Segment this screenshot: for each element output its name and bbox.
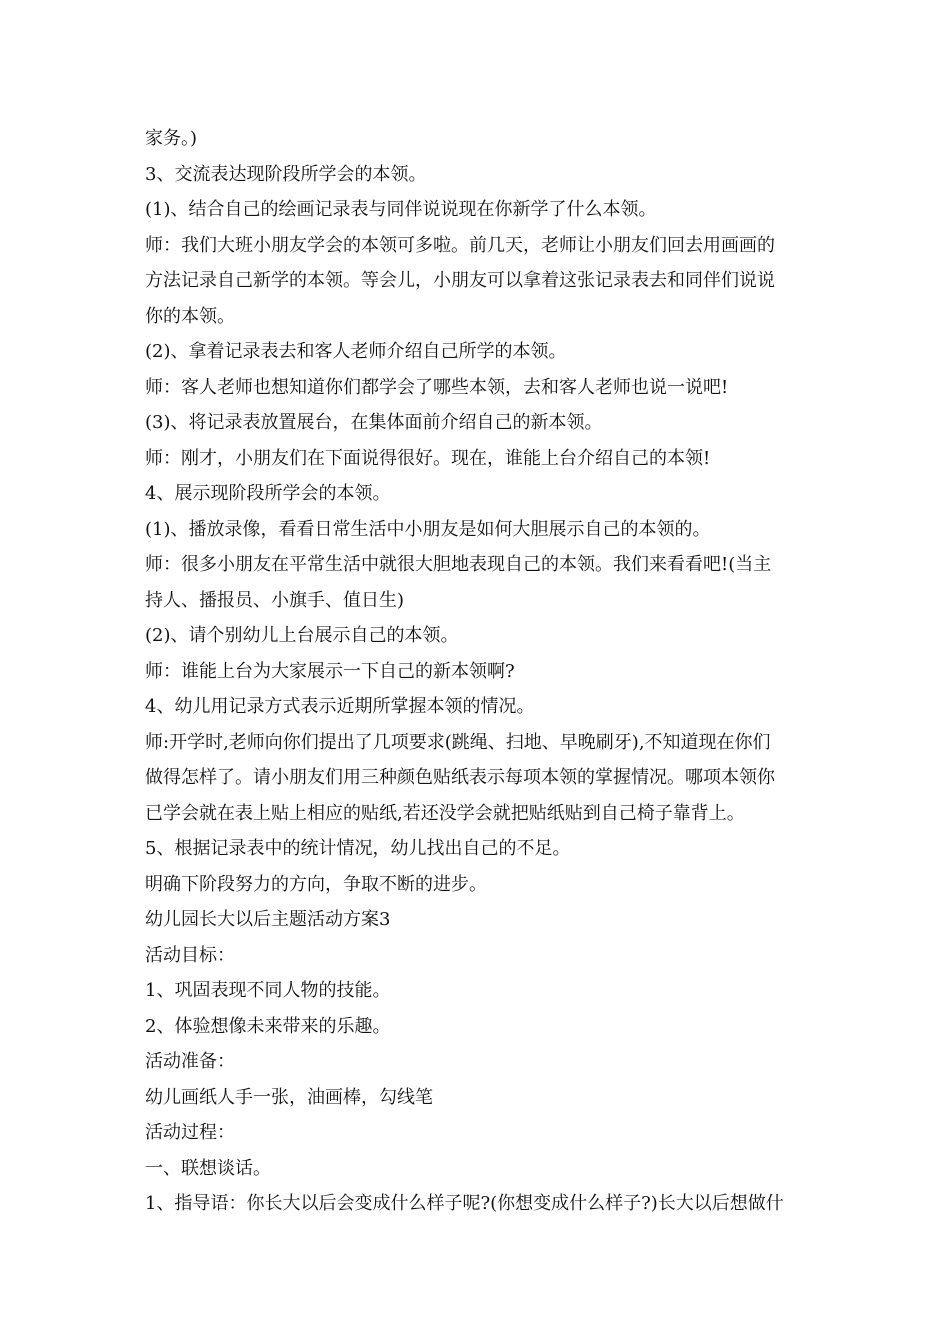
text-line: (1)、结合自己的绘画记录表与同伴说说现在你新学了什么本领。 (145, 199, 657, 220)
section-label: 活动准备： (145, 1051, 235, 1072)
text-line: 3、交流表达现阶段所学会的本领。 (145, 163, 427, 185)
section-heading: 4、展示现阶段所学会的本领。 (145, 483, 391, 504)
text-line: 师：很多小朋友在平常生活中就很大胆地表现自己的本领。我们来看看吧!(当主 (145, 554, 772, 575)
section-label: 活动过程： (145, 1122, 235, 1143)
section-label: 活动目标： (145, 944, 235, 966)
text-line: 你的本领。 (145, 305, 235, 327)
text-line: 师：我们大班小朋友学会的本领可多啦。前几天，老师让小朋友们回去用画画的 (145, 234, 775, 256)
text-line: (3)、将记录表放置展台，在集体面前介绍自己的新本领。 (145, 412, 603, 433)
section-heading: 5、根据记录表中的统计情况，幼儿找出自己的不足。 (145, 838, 571, 859)
text-line: (2)、请个别幼儿上台展示自己的本领。 (145, 625, 459, 646)
text-line: 师:开学时,老师向你们提出了几项要求(跳绳、扫地、早晚刷牙),不知道现在你们 (145, 731, 771, 753)
text-line: 师：客人老师也想知道你们都学会了哪些本领，去和客人老师也说一说吧! (145, 376, 729, 398)
text-line: 幼儿画纸人手一张，油画棒，勾线笔 (145, 1086, 433, 1108)
section-heading: 4、幼儿用记录方式表示近期所掌握本领的情况。 (145, 696, 535, 717)
text-line: (2)、拿着记录表去和客人老师介绍自己所学的本领。 (145, 341, 567, 362)
section-heading: 一、联想谈话。 (145, 1157, 271, 1179)
text-line: (1)、播放录像，看看日常生活中小朋友是如何大胆展示自己的本领的。 (145, 518, 711, 540)
text-line: 师：刚才，小朋友们在下面说得很好。现在，谁能上台介绍自己的本领! (145, 447, 711, 469)
text-line: 明确下阶段努力的方向，争取不断的进步。 (145, 873, 487, 895)
text-line: 持人、播报员、小旗手、值日生) (145, 589, 405, 611)
text-line: 已学会就在表上贴上相应的贴纸,若还没学会就把贴纸贴到自己椅子靠背上。 (145, 802, 745, 824)
document-body (145, 121, 815, 1222)
text-line: 师：谁能上台为大家展示一下自己的新本领啊? (145, 660, 515, 682)
text-line: 2、体验想像未来带来的乐趣。 (145, 1015, 391, 1037)
text-line: 家务。) (145, 128, 198, 149)
text-line: 1、指导语：你长大以后会变成什么样子呢?(你想变成什么样子?)长大以后想做什 (145, 1193, 784, 1214)
document-title: 幼儿园长大以后主题活动方案3 (145, 909, 391, 930)
text-line: 做得怎样了。请小朋友们用三种颜色贴纸表示每项本领的掌握情况。哪项本领你 (145, 767, 775, 788)
text-line: 1、巩固表现不同人物的技能。 (145, 980, 391, 1001)
text-line: 方法记录自己新学的本领。等会儿，小朋友可以拿着这张记录表去和同伴们说说 (145, 270, 775, 291)
